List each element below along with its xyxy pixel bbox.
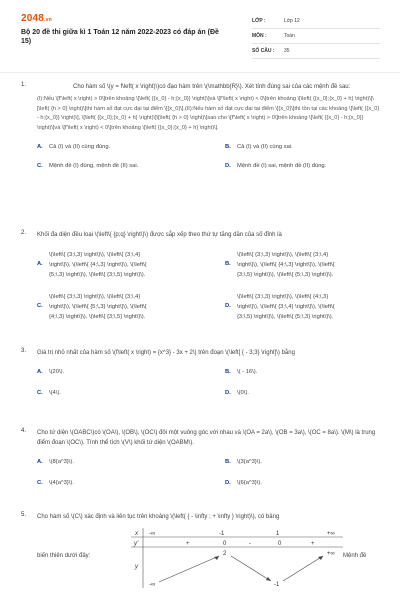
question-text-right: Mệnh đề bbox=[343, 553, 367, 559]
question-body: (I):Nếu \[f'\left( x \right) > 0\]trên khoảng \[\left( {{x_0} - h;{x_0}} \right)\]và \[f'\left( x \right) < 0\]trên khoảng \[\left( {{x_0};{x_0} + h} \right)\]\[\left( {h > 0} \right)\]thì hàm số đạt cực đại tại điểm \[{x_0}\].(II):Nếu hàm số đạt cực đại tại điểm \[{x_0}\]thì tồn tại các khoảng \[\left( {{x_0} - h;{x_0}} \right)\], \[\left( {{x_0};{x_0} + h} \right)\]\[\left( {h > 0} \right)\]sao cho \[f'\left( x \right) > 0\]trên khoảng \[\left( {{x_0} - h;{x_0}} \right)\]và \[f'\left( x \right) < 0\]trên khoảng \[\left( {{x_0};{x_0} + h} \right)\]. bbox=[37, 96, 380, 131]
yp-sign: 0 bbox=[223, 541, 227, 547]
option-line: \(\left\{ {3;\,3} \right\}\), \(\left\{ {3;\,4} bbox=[49, 252, 141, 258]
question-5 bbox=[21, 512, 381, 592]
option-d[interactable] bbox=[225, 292, 397, 322]
option-line: \right\}\), \(\left\{ {4;\,3} \right\}\), \(\left\{ bbox=[237, 262, 335, 268]
question-text: Cho tứ diện \(OABC\)có \(OA\), \(OB\), \(OC\) đôi một vuông góc với nhau và \(OA = 2a\), \(OB = 3a\), \(OC = 8a\). \(M\) là trung điểm đoạn \(OC\). Tính thể tích \(V\) khối tứ diện \(OABM\). bbox=[37, 430, 376, 446]
option-c[interactable] bbox=[37, 389, 209, 398]
option-line: \right\}\), \(\left\{ {3;\,4} \right\}\), \(\left\{ bbox=[237, 304, 335, 310]
header bbox=[0, 0, 400, 70]
question-4 bbox=[21, 428, 381, 512]
arrowhead bbox=[318, 556, 323, 560]
option-label: A. bbox=[37, 369, 43, 375]
variation-table bbox=[125, 526, 349, 588]
option-text: \(0\). bbox=[237, 390, 249, 396]
option-label: D. bbox=[225, 390, 231, 396]
x-label: x bbox=[135, 531, 138, 537]
option-d[interactable] bbox=[225, 389, 397, 398]
option-line: {4;\,3} \right\}\), \(\left\{ {3;\,5} \right\}\). bbox=[49, 314, 146, 320]
yp-sign: 0 bbox=[278, 541, 282, 547]
option-c[interactable] bbox=[37, 292, 209, 322]
option-line: \(\left\{ {3;\,3} \right\}\), \(\left\{ {3;\,4} bbox=[237, 252, 329, 258]
option-label: D. bbox=[225, 303, 231, 309]
x-value: -∞ bbox=[149, 531, 156, 537]
option-a[interactable] bbox=[37, 143, 209, 152]
option-label: C. bbox=[37, 480, 43, 486]
x-value: -1 bbox=[219, 531, 225, 537]
option-a[interactable] bbox=[37, 250, 209, 280]
meta-label: MÔN : bbox=[252, 33, 267, 39]
option-line: \right\}\), \(\left\{ {5;\,3} \right\}\), \(\left\{ bbox=[49, 304, 147, 310]
option-b[interactable] bbox=[225, 143, 397, 152]
question-number: 5. bbox=[21, 512, 27, 518]
option-d[interactable] bbox=[225, 162, 397, 171]
question-number: 2. bbox=[21, 230, 27, 236]
meta-info bbox=[252, 14, 380, 59]
option-line: {3;\,5} \right\}\), \(\left\{ {5;\,3} \right\}\). bbox=[237, 272, 334, 278]
option-label: A. bbox=[37, 459, 43, 465]
question-text: Khối đa diện đều loại \(\left\{ {p;q} \right\}\) được sắp xếp theo thứ tự tăng dần của số đỉnh là bbox=[37, 232, 282, 238]
option-text: \(8{a^3}\). bbox=[49, 459, 74, 465]
yp-sign: + bbox=[311, 541, 315, 547]
option-label: B. bbox=[225, 369, 231, 375]
x-value: +∞ bbox=[327, 531, 335, 537]
x-value: 1 bbox=[276, 531, 280, 537]
site-logo[interactable]: 2048.vn bbox=[21, 13, 52, 24]
header-divider bbox=[0, 72, 400, 73]
variation-area bbox=[21, 526, 381, 588]
option-text: \(4{a^3}\). bbox=[49, 480, 74, 486]
option-d[interactable] bbox=[225, 479, 397, 488]
option-label: B. bbox=[225, 261, 231, 267]
option-label: C. bbox=[37, 163, 43, 169]
option-label: B. bbox=[225, 144, 231, 150]
options bbox=[21, 250, 381, 322]
arrowhead bbox=[266, 577, 271, 581]
option-label: C. bbox=[37, 303, 43, 309]
option-text: Cả (I) và (II) cùng sai. bbox=[237, 144, 293, 150]
meta-value: Lớp 12 bbox=[284, 18, 300, 24]
option-line: \(\left\{ {3;\,3} \right\}\), \(\left\{ {4;\,3} bbox=[237, 294, 329, 300]
question-text: Cho hàm số \(y = f\left( x \right)\)có đạo hàm trên \(\mathbb{R}\). Xét tính đúng sai của các mệnh đề sau: bbox=[73, 84, 351, 90]
options bbox=[21, 458, 381, 488]
option-text: Mệnh đề (I) đúng, mệnh đề (II) sai. bbox=[49, 163, 139, 169]
option-a[interactable] bbox=[37, 368, 209, 377]
question-text-left: biến thiên dưới đây: bbox=[37, 553, 91, 559]
option-text: Cả (I) và (II) cùng đúng. bbox=[49, 144, 111, 150]
option-label: D. bbox=[225, 480, 231, 486]
question-number: 4. bbox=[21, 428, 27, 434]
option-label: B. bbox=[225, 459, 231, 465]
question-text: Giá trị nhỏ nhất của hàm số \(f\left( x \right) = {x^3} - 3x + 2\) trên đoạn \(\left[ { - 3;3} \right]\) bằng bbox=[37, 350, 295, 356]
arrow-down bbox=[231, 556, 271, 581]
option-b[interactable] bbox=[225, 250, 397, 280]
option-label: C. bbox=[37, 390, 43, 396]
logo-tld: .vn bbox=[44, 17, 52, 23]
question-number: 3. bbox=[21, 348, 27, 354]
meta-row-class bbox=[252, 14, 380, 29]
meta-label: SỐ CÂU : bbox=[252, 48, 275, 54]
option-text: \(4\). bbox=[49, 390, 61, 396]
option-label: A. bbox=[37, 261, 43, 267]
arrow-up bbox=[283, 556, 323, 581]
option-c[interactable] bbox=[37, 479, 209, 488]
options bbox=[21, 368, 381, 398]
option-label: D. bbox=[225, 163, 231, 169]
meta-row-count bbox=[252, 44, 380, 59]
yp-sign: - bbox=[249, 541, 251, 547]
question-number: 1. bbox=[21, 82, 27, 88]
option-label: A. bbox=[37, 144, 43, 150]
question-1 bbox=[21, 82, 381, 230]
y-value: 2 bbox=[223, 551, 227, 557]
meta-value: 35 bbox=[284, 48, 290, 54]
option-text: \(20\). bbox=[49, 369, 65, 375]
arrow-up bbox=[159, 556, 219, 582]
option-c[interactable] bbox=[37, 162, 209, 171]
document-title: Bộ 20 đề thi giữa kì 1 Toán 12 năm 2022-2023 có đáp án (Đề 15) bbox=[21, 29, 219, 45]
yp-label: y' bbox=[134, 541, 139, 547]
option-line: {5;\,3} \right\}\), \(\left\{ {3;\,5} \right\}\). bbox=[49, 272, 146, 278]
question-2 bbox=[21, 230, 381, 348]
option-line: \(\left\{ {3;\,3} \right\}\), \(\left\{ {3;\,4} bbox=[49, 294, 141, 300]
option-b[interactable] bbox=[225, 458, 397, 467]
option-text: Mệnh đề (I) sai, mệnh đề (II) đúng. bbox=[237, 163, 327, 169]
meta-value: Toán bbox=[284, 33, 295, 39]
options bbox=[21, 143, 381, 171]
meta-row-subject bbox=[252, 29, 380, 44]
option-text: \(6{a^3}\). bbox=[237, 480, 262, 486]
question-3 bbox=[21, 348, 381, 428]
option-line: \right\}\), \(\left\{ {4;\,3} \right\}\), \(\left\{ bbox=[49, 262, 147, 268]
y-label: y bbox=[135, 564, 138, 570]
y-value: +∞ bbox=[327, 551, 335, 557]
y-value: -∞ bbox=[149, 582, 156, 588]
meta-label: LỚP : bbox=[252, 18, 266, 24]
option-b[interactable] bbox=[225, 368, 397, 377]
question-text: Cho hàm số \(C\) xác định và liên tục trên khoảng \(\left( { - \infty ; + \infty } \right)\), có bảng bbox=[37, 514, 280, 520]
y-value: -1 bbox=[274, 582, 280, 588]
option-text: \(3{a^3}\). bbox=[237, 459, 262, 465]
option-a[interactable] bbox=[37, 458, 209, 467]
yp-sign: + bbox=[186, 541, 190, 547]
question-list bbox=[21, 82, 381, 592]
option-text: \( - 16\). bbox=[237, 369, 258, 375]
option-line: {3;\,5} \right\}\), \(\left\{ {5;\,3} \right\}\). bbox=[237, 314, 334, 320]
